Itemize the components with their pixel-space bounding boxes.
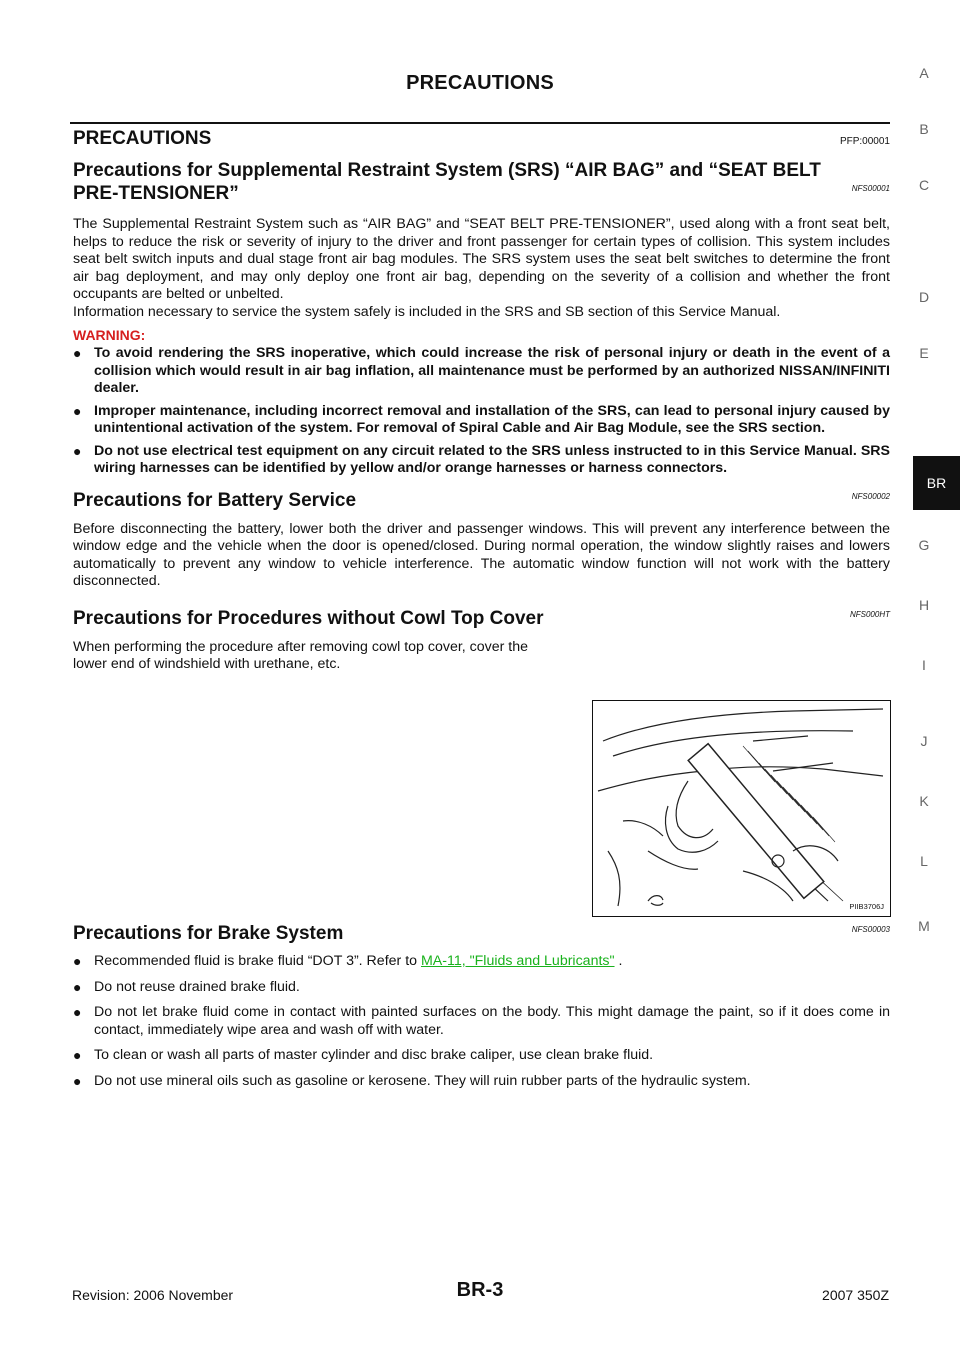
- tab-d[interactable]: D: [918, 289, 930, 305]
- header-rule: [70, 122, 890, 124]
- brake-code: NFS00003: [851, 925, 890, 934]
- brake-item: ● Do not use mineral oils such as gasoline or kerosene. They will ruin rubber parts of the hydraulic system.: [73, 1072, 751, 1089]
- footer-page-number: BR-3: [456, 1279, 504, 1301]
- bullet-icon: ●: [73, 1047, 82, 1063]
- srs-paragraph-2: Information necessary to service the system safely is included in the SRS and SB section of this Service Manual.: [73, 303, 781, 320]
- warning-label: WARNING:: [73, 327, 146, 343]
- brake-title: Precautions for Brake System: [73, 923, 344, 944]
- srs-heading: [73, 159, 890, 205]
- cowl-title: Precautions for Procedures without Cowl Top Cover: [73, 607, 544, 629]
- srs-paragraph-1: The Supplemental Restraint System such as “AIR BAG” and “SEAT BELT PRE-TENSIONER”, used along with a front seat belt, helps to reduce the risk or severity of injury to the driver and front passenger for certain types of collision. This system includes seat belt switch inputs and dual stage front air bag modules. The SRS system uses the seat belt switches to determine the front air bag deployment, and may only deploy one front air bag, depending on the severity of a collision and whether the front occupants are belted or unbelted.: [73, 216, 890, 302]
- tab-m[interactable]: M: [918, 918, 930, 934]
- tab-k[interactable]: K: [919, 793, 929, 809]
- bullet-icon: ●: [73, 978, 82, 995]
- bullet-icon: ●: [73, 953, 82, 969]
- battery-title: Precautions for Battery Service: [73, 489, 357, 511]
- warning-list: [73, 345, 890, 478]
- battery-code: NFS00002: [851, 491, 890, 501]
- brake-list: [73, 953, 890, 1090]
- footer-model: 2007 350Z: [822, 1287, 889, 1303]
- tab-br-active[interactable]: BR: [913, 456, 960, 510]
- brake-item: ● Do not reuse drained brake fluid.: [73, 978, 300, 995]
- tab-h[interactable]: H: [918, 597, 930, 613]
- footer-revision: Revision: 2006 November: [72, 1287, 234, 1303]
- bullet-icon: ●: [73, 345, 82, 361]
- fluids-lubricants-link[interactable]: MA-11, "Fluids and Lubricants": [420, 953, 615, 969]
- battery-paragraph: Before disconnecting the battery, lower both the driver and passenger windows. This will prevent any interference between the window edge and the vehicle when the door is opened/closed. During normal operation, the window slightly raises and lowers automatically to prevent any window to vehicle interference. The automatic window function will not work with the battery disconnected.: [73, 520, 890, 589]
- warning-item: ● To avoid rendering the SRS inoperative, which could increase the risk of personal injury or death in the event of a collision which would result in air bag inflation, all maintenance must be performed by an authorized NISSAN/INFINITI dealer.: [73, 345, 890, 396]
- main-heading: [73, 128, 890, 150]
- main-title: PRECAUTIONS: [73, 128, 212, 149]
- battery-heading: [73, 485, 890, 512]
- figure-caption: PIIB3706J: [849, 902, 884, 911]
- tab-e[interactable]: E: [919, 345, 929, 361]
- tab-c[interactable]: C: [918, 177, 930, 193]
- bullet-icon: ●: [73, 442, 82, 459]
- warning-item: ● Improper maintenance, including incorrect removal and installation of the SRS, can lead to personal injury caused by unintentional activation of the system. For removal of Spiral Cable and Air Bag Module, see the SRS section.: [73, 402, 890, 436]
- tab-b[interactable]: B: [919, 121, 929, 137]
- brake-heading: [73, 918, 890, 945]
- warning-item: ● Do not use electrical test equipment on any circuit related to the SRS unless instructed to in this Service Manual. SRS wiring harnesses can be identified by yellow and/or orange harnesses or harness connectors.: [73, 442, 890, 476]
- main-code: PFP:00001: [839, 136, 890, 147]
- tab-i[interactable]: I: [922, 657, 926, 673]
- tab-l[interactable]: L: [920, 853, 928, 869]
- brake-item: ● To clean or wash all parts of master cylinder and disc brake caliper, use clean brake fluid.: [73, 1047, 654, 1063]
- page-content: [73, 128, 890, 674]
- bullet-icon: ●: [73, 1004, 82, 1020]
- tab-a[interactable]: A: [919, 65, 929, 81]
- cowl-code: NFS000HT: [849, 609, 890, 619]
- cowl-paragraph: When performing the procedure after removing cowl top cover, cover the lower end of windshield with urethane, etc.: [73, 638, 529, 672]
- brake-item: ● Recommended fluid is brake fluid “DOT 3”. Refer to MA-11, "Fluids and Lubricants" .: [73, 953, 623, 969]
- cowl-heading: [73, 603, 890, 630]
- tab-j[interactable]: J: [920, 733, 928, 749]
- bullet-icon: ●: [73, 1072, 82, 1089]
- cowl-figure: [592, 700, 891, 917]
- brake-item: ● Do not let brake fluid come in contact with painted surfaces on the body. This might damage the paint, so if it does come in contact, immediately wipe area and wash off with water.: [73, 1004, 890, 1038]
- srs-code: NFS00001: [851, 184, 890, 193]
- srs-title: Precautions for Supplemental Restraint System (SRS) “AIR BAG” and “SEAT BELT PRE-TENSIONER”: [73, 160, 821, 204]
- page-header: PRECAUTIONS: [406, 72, 554, 94]
- windshield-cover-illustration: [593, 701, 890, 916]
- tab-g[interactable]: G: [918, 537, 930, 553]
- section-tab-strip: [905, 0, 960, 1358]
- bullet-icon: ●: [73, 402, 82, 419]
- brake-section: [73, 918, 890, 1098]
